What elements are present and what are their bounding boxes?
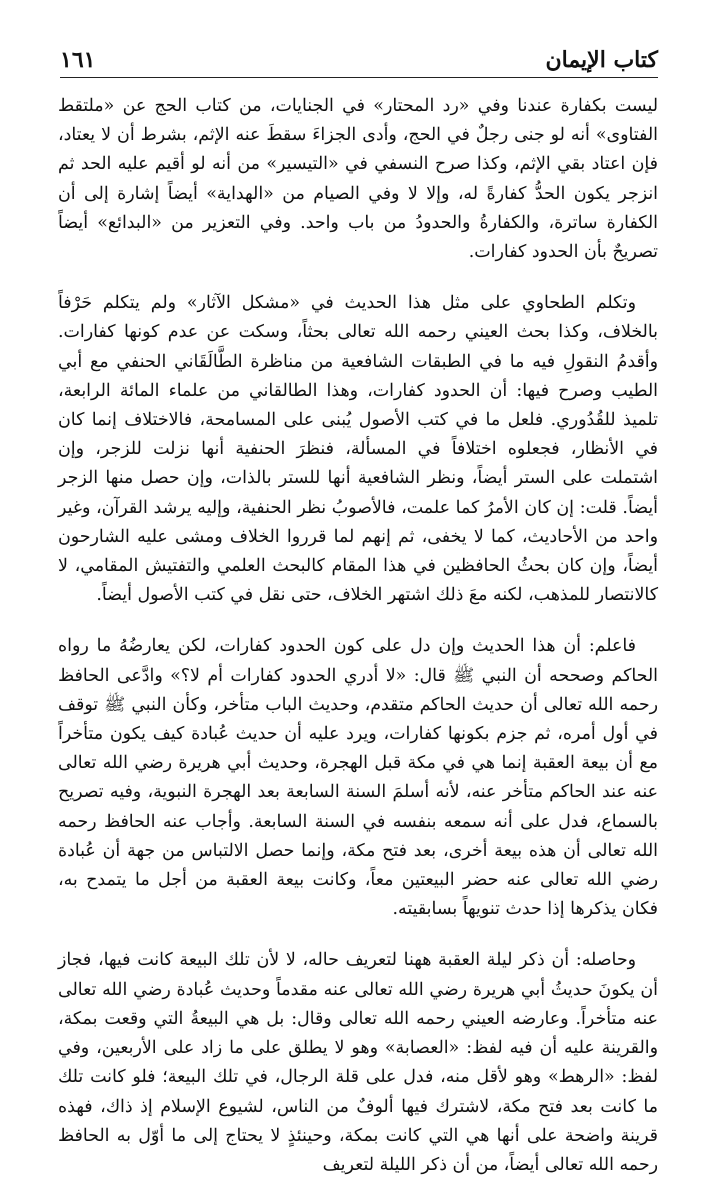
page-number: ١٦١ bbox=[60, 47, 96, 73]
running-header bbox=[60, 38, 658, 78]
book-title: كتاب الإيمان bbox=[545, 47, 658, 73]
paragraph: وتكلم الطحاوي على مثل هذا الحديث في «مشكل الآثار» ولم يتكلم حَرْفاً بالخلاف، وكذا بحث العيني رحمه الله تعالى بحثاً، وسكت عن عدم كونها كفارات. وأقدمُ النقولِ فيه ما في الطبقات الشافعية من مناظرة الطَّالَقَاني الحنفي مع أبي الطيب وصرح فيها: أن الحدود كفارات، وهذا الطالقاني من علماء المائة الرابعة، تلميذ للقُدُوري. فلعل ما في كتب الأصول يُبنى على المسامحة، فالاختلاف إنما كان في الأنظار، فجعلوه اختلافاً في المسألة، فنظرَ الحنفية أنها نزلت للزجر، وإن اشتملت على الستر أيضاً، ونظر الشافعية أنها للستر بالذات، وإن حصل منها الزجر أيضاً. قلت: إن كان الأمرُ كما علمت، فالأصوبُ نظر الحنفية، وإليه يرشد القرآن، وغير واحد من الأحاديث، كما لا يخفى، ثم إنهم لما قرروا الخلاف ومشى عليه الشارحون أيضاً، وإن كان بحثُ الحافظين في هذا المقام كالبحث العلمي والتفتيش المقامي، لا كالانتصار للمذهب، لكنه معَ ذلك اشتهر الخلاف، حتى نقل في كتب الأصول أيضاً. bbox=[58, 293, 658, 606]
paragraph: فاعلم: أن هذا الحديث وإن دل على كون الحدود كفارات، لكن يعارضُهُ ما رواه الحاكم وصححه أن النبي ﷺ قال: «لا أدري الحدود كفارات أم لا؟» وادَّعى الحافظ رحمه الله تعالى أن حديث الحاكم متقدم، وحديث الباب متأخر، وكأن النبي ﷺ توقف في أول أمره، ثم جزم بكونها كفارات، ويرد عليه أن حديث عُبادة كيف يكون متأخراً مع أن بيعة العقبة إنما هي في مكة قبل الهجرة، وحديث أبي هريرة رضي الله تعالى عنه عند الحاكم متأخر عنه، لأنه أسلمَ السنة السابعة بعد الهجرة النبوية، وفيه تصريح بالسماع، فدل على أنه سمعه بنفسه في السنة السابعة. وأجاب عنه الحافظ رحمه الله تعالى أن هذه بيعة أخرى، بعد فتح مكة، وإنما حصل الالتباس من جهة أن عُبادة رضي الله تعالى عنه حضر البيعتين معاً، وكانت بيعة العقبة من أجل ما يتمدح به، فكان يذكرها إذا حدث تنويهاً بسابقيته. bbox=[58, 636, 658, 920]
page-body bbox=[58, 92, 658, 1180]
paragraph: ليست بكفارة عندنا وفي «رد المحتار» في الجنايات، من كتاب الحج عن «ملتقط الفتاوى» أنه لو جنى رجلٌ في الحج، وأدى الجزاءَ سقطَ عنه الإثم، بشرط أن لا يعتاد، فإن اعتاد بقي الإثم، وكذا صرح النسفي في «التيسير» من أنه لو أقيم عليه الحد ثم انزجر يكون الحدُّ كفارةً له، وإلا لا وفي الصيام من «الهداية» أيضاً إشارة إلى أن الكفارة ساترة، والكفارةُ والحدودُ من باب واحد. وفي التعزير من «البدائع» أيضاً تصريحٌ بأن الحدود كفارات. bbox=[58, 96, 658, 263]
paragraph: وحاصله: أن ذكر ليلة العقبة ههنا لتعريف حاله، لا لأن تلك البيعة كانت فيها، فجاز أن يكونَ حديثُ أبي هريرة رضي الله تعالى عنه مقدماً وحديث عُبادة رضي الله تعالى عنه متأخراً. وعارضه العيني رحمه الله تعالى وقال: بل هي البيعةُ التي وقعت بمكة، والقرينة عليه أن فيه لفظ: «العصابة» وهو لا يطلق على ما زاد على الأربعين، وفي لفظ: «الرهط» وهو لأقل منه، فدل على قلة الرجال، في تلك البيعة؛ فلو كانت تلك ما كانت بعد فتح مكة، لاشترك فيها ألوفٌ من الناس، لشيوع الإسلام إذ ذاك، فهذه قرينة واضحة على أنها هي التي كانت بمكة، وحينئذٍ لا يحتاج إلى ما أوّل به الحافظ رحمه الله تعالى أيضاً، من أن ذكر الليلة لتعريف bbox=[58, 950, 658, 1175]
